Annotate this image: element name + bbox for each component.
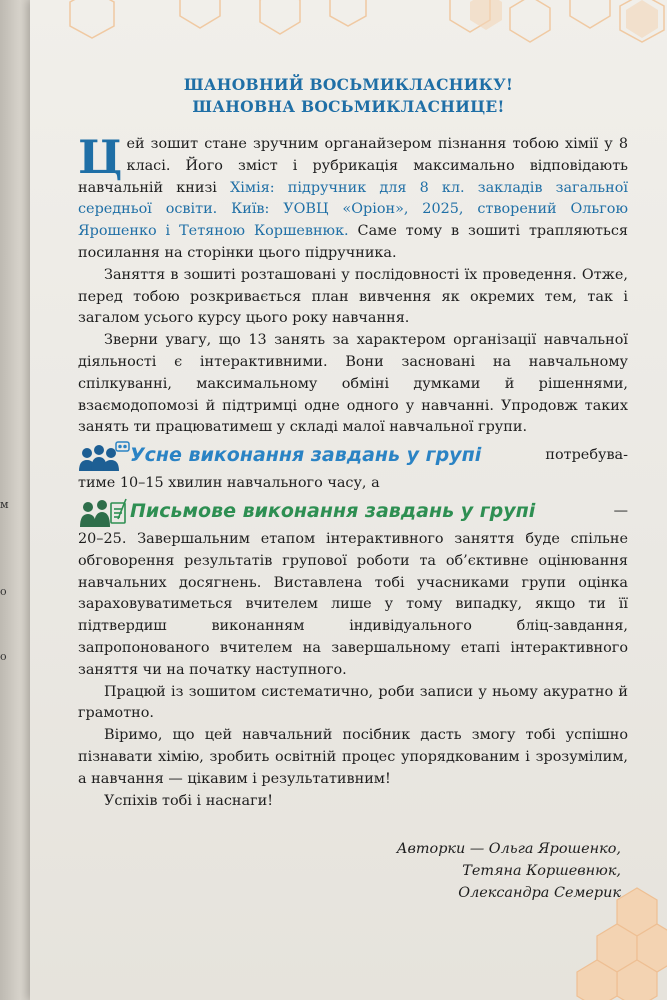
- paragraph-intro: [78, 130, 628, 265]
- book-page: [30, 0, 667, 1000]
- rubric-written-label: Письмове виконання завдань у групі: [130, 500, 536, 523]
- intro-text-b: Саме тому в зошиті трапляються посилання на сторінки цього підручника.: [78, 223, 628, 261]
- drop-cap: Ц: [78, 130, 123, 184]
- adjacent-page-edge: [0, 0, 34, 1000]
- rubric-oral: [78, 441, 628, 471]
- paragraph-sequence: Заняття в зошиті розташовані у послідовності їх проведення. Отже, перед тобою розкривається план вивчення як окремих тем, так і загалом усього курсу цього року навчання.: [78, 266, 628, 327]
- hexagon-decor-top-icon: [30, 0, 667, 44]
- paragraph-wishes: Успіхів тобі і наснаги!: [104, 792, 274, 809]
- paragraph-assessment: 20–25. Завершальним етапом інтерактивного заняття буде спільне обговорення результатів групової роботи та об’єктивне оцінювання навчальних досягнень. Виставлена тобі учасниками групи оцінка зараховуватиметься вчителем лише у тому випадку, якщо ти її підтвердиш виконанням індивідуального бліц-завдання, запропонованого вчителем на завершальному етапі інтерактивного заняття чи на початку наступного.: [78, 530, 628, 678]
- author-line-3: Олександра Семерик: [458, 885, 621, 901]
- paragraph-interactive: Зверни увагу, що 13 занять за характером організації навчальної діяльності є інтерактивними. Вони засновані на навчальному спілкуванні, максимальному обміні думками й рішеннями, взаємодопомозі й підтримці одне одного у навчанні. Упродовж таких занять ти працюватимеш у складі малої навчальної групи.: [78, 332, 628, 436]
- paragraph-systematic: Працюй із зошитом систематично, роби записи у ньому акуратно й грамотно.: [78, 683, 628, 722]
- author-line-1: Авторки — Ольга Ярошенко,: [396, 841, 621, 857]
- edge-letter: о: [0, 585, 7, 598]
- edge-letter: м: [0, 498, 9, 511]
- authors-signature: [397, 838, 621, 904]
- author-line-2: Тетяна Коршевнюк,: [462, 863, 621, 879]
- group-writing-icon: [78, 497, 130, 527]
- intro-text-a: ей зошит стане зручним органайзером пізнання тобою хімії у 8 класі. Його зміст і рубрикація максимально відповідають навчальній книзі: [78, 136, 628, 196]
- paragraph-belief: Віримо, що цей навчальний посібник дасть змогу тобі успішно пізнавати хімію, зробить освітній процес упорядкованим і зрозумілим, а навчання — цікавим і результативним!: [78, 727, 628, 787]
- rubric-oral-tail: потребува-: [545, 447, 628, 464]
- rubric-oral-label: Усне виконання завдань у групі: [130, 444, 482, 467]
- title-line-1: ШАНОВНИЙ ВОСЬМИКЛАСНИКУ!: [183, 75, 514, 94]
- rubric-oral-continuation: тиме 10–15 хвилин навчального часу, а: [78, 475, 380, 492]
- edge-letter: о: [0, 650, 7, 663]
- textbook-reference: Хімія: підручник для 8 кл. закладів загальної середньої освіти. Київ: УОВЦ «Оріон», 2025, створений Ольгою Ярошенко і Тетяною Коршевнюк.: [78, 179, 628, 240]
- title-line-2: ШАНОВНА ВОСЬМИКЛАСНИЦЕ!: [192, 97, 505, 116]
- body-text: [78, 130, 628, 812]
- page-title: [30, 74, 667, 118]
- rubric-written-tail: —: [613, 503, 628, 520]
- group-discussion-icon: [78, 441, 130, 471]
- rubric-written: [78, 497, 628, 527]
